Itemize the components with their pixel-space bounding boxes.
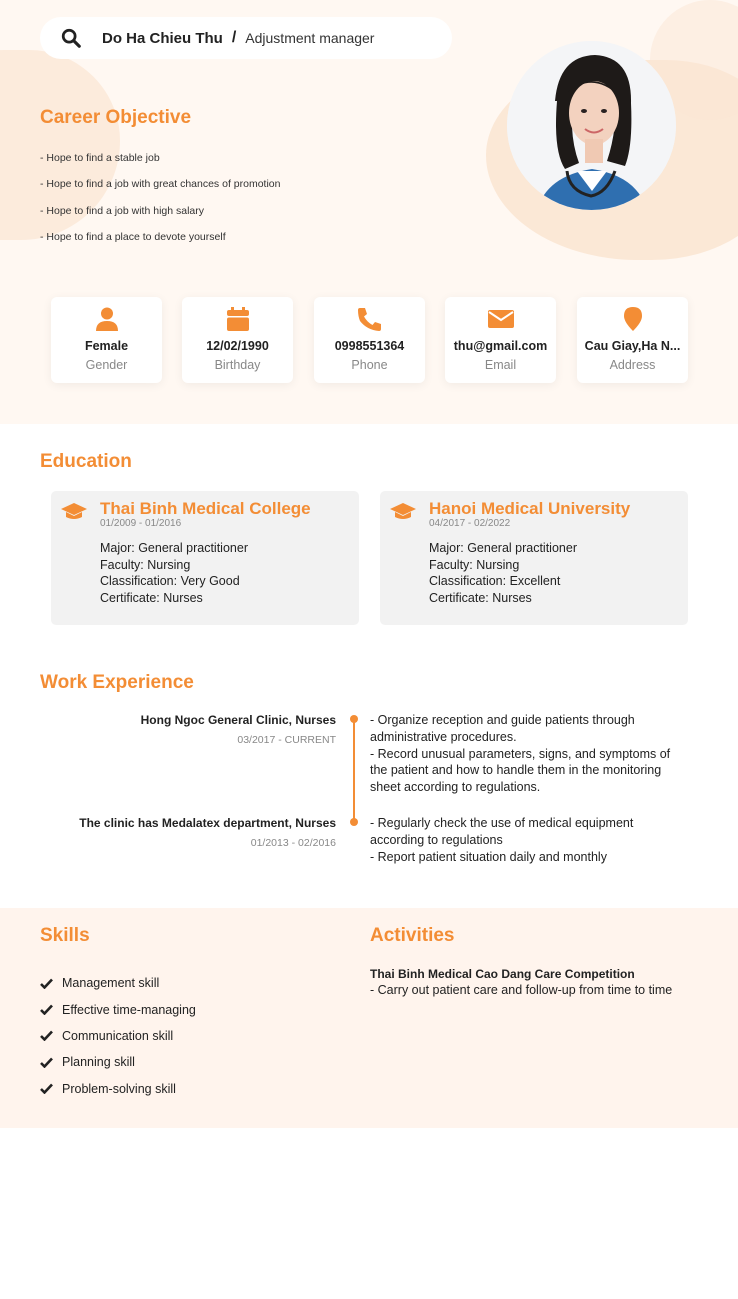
birthday-card xyxy=(182,297,293,383)
activity-name: Thai Binh Medical Cao Dang Care Competition xyxy=(370,967,635,981)
calendar-icon xyxy=(227,307,249,331)
education-title: Education xyxy=(40,451,132,472)
job-description-line: - Report patient situation daily and monthly xyxy=(370,849,607,864)
email-value: thu@gmail.com xyxy=(453,339,548,353)
school-detail-line: Major: General practitioner xyxy=(100,541,248,555)
school-detail-line: Certificate: Nurses xyxy=(100,590,203,605)
address-value: Cau Giay,Ha N... xyxy=(584,339,681,353)
skill-label: Planning skill xyxy=(62,1055,135,1070)
graduation-cap-icon xyxy=(390,501,416,521)
school-name: Hanoi Medical University xyxy=(429,499,631,518)
address-label: Address xyxy=(609,358,656,372)
school-details xyxy=(100,540,248,606)
timeline-dot xyxy=(350,715,358,723)
phone-label: Phone xyxy=(351,358,388,372)
list-item: - Hope to find a place to devote yourself xyxy=(40,230,226,243)
school-dates: 04/2017 - 02/2022 xyxy=(429,518,511,529)
personal-info-row xyxy=(51,297,688,383)
career-objective-list xyxy=(40,150,280,255)
list-item xyxy=(40,1023,196,1049)
job-period: 03/2017 - CURRENT xyxy=(237,734,336,746)
job-title: Hong Ngoc General Clinic, Nurses xyxy=(140,713,336,727)
activity-description: - Carry out patient care and follow-up from time to time xyxy=(370,983,673,997)
list-item xyxy=(40,1076,196,1102)
envelope-icon xyxy=(488,307,514,329)
skills-list xyxy=(40,970,196,1102)
skill-label: Effective time-managing xyxy=(62,1002,196,1017)
job-description-line: - Organize reception and guide patients through administrative procedures. xyxy=(370,713,635,744)
map-pin-icon xyxy=(624,307,642,331)
activities-title: Activities xyxy=(370,925,455,946)
checkmark-icon xyxy=(40,1030,53,1041)
list-item: - Hope to find a stable job xyxy=(40,152,160,164)
checkmark-icon xyxy=(40,1004,53,1015)
title-separator: / xyxy=(231,29,237,46)
title-bar[interactable] xyxy=(40,17,452,59)
job-description xyxy=(370,712,690,796)
email-label: Email xyxy=(484,358,517,372)
career-objective-title: Career Objective xyxy=(40,107,192,128)
candidate-name: Do Ha Chieu Thu xyxy=(102,29,223,47)
skills-title: Skills xyxy=(40,925,90,946)
birthday-label: Birthday xyxy=(214,358,261,372)
job-heading xyxy=(79,816,336,849)
job-title: The clinic has Medalatex department, Nurses xyxy=(79,816,336,830)
school-detail-line: Faculty: Nursing xyxy=(429,557,520,572)
phone-value: 0998551364 xyxy=(334,339,405,353)
checkmark-icon xyxy=(40,978,53,989)
gender-label: Gender xyxy=(85,358,128,372)
avatar xyxy=(507,41,676,210)
list-item: - Hope to find a job with great chances of promotion xyxy=(40,178,281,191)
education-card xyxy=(51,491,359,625)
gender-value: Female xyxy=(84,339,129,353)
skill-label: Problem-solving skill xyxy=(62,1081,176,1096)
school-dates: 01/2009 - 01/2016 xyxy=(100,518,182,529)
timeline-dot xyxy=(350,818,358,826)
list-item xyxy=(40,1049,196,1075)
job-description-line: - Record unusual parameters, signs, and symptoms of the patient and how to handle them in the monitoring sheet according to regulations. xyxy=(370,746,671,795)
candidate-role: Adjustment manager xyxy=(245,30,375,46)
list-item xyxy=(40,996,196,1022)
school-detail-line: Classification: Excellent xyxy=(429,574,561,589)
school-detail-line: Faculty: Nursing xyxy=(100,557,191,572)
search-icon[interactable] xyxy=(60,27,82,49)
graduation-cap-icon xyxy=(61,501,87,521)
timeline-line xyxy=(353,719,355,823)
work-experience-title: Work Experience xyxy=(40,672,194,693)
gender-card xyxy=(51,297,162,383)
school-detail-line: Certificate: Nurses xyxy=(429,590,532,605)
school-name: Thai Binh Medical College xyxy=(100,499,311,518)
school-detail-line: Major: General practitioner xyxy=(429,541,577,555)
job-heading xyxy=(141,713,336,746)
education-card xyxy=(380,491,688,625)
job-period: 01/2013 - 02/2016 xyxy=(250,837,336,849)
birthday-value: 12/02/1990 xyxy=(206,339,269,353)
job-description-line: - Regularly check the use of medical equipment according to regulations xyxy=(370,816,634,847)
list-item: - Hope to find a job with high salary xyxy=(40,204,205,217)
checkmark-icon xyxy=(40,1057,53,1068)
school-detail-line: Classification: Very Good xyxy=(100,574,240,589)
skill-label: Management skill xyxy=(62,976,160,991)
phone-card xyxy=(314,297,425,383)
checkmark-icon xyxy=(40,1083,53,1094)
school-details xyxy=(429,540,577,606)
job-description xyxy=(370,815,690,865)
address-card xyxy=(577,297,688,383)
skill-label: Communication skill xyxy=(62,1028,174,1043)
list-item xyxy=(40,970,196,996)
email-card xyxy=(445,297,556,383)
phone-icon xyxy=(358,307,382,331)
person-icon xyxy=(96,307,118,331)
